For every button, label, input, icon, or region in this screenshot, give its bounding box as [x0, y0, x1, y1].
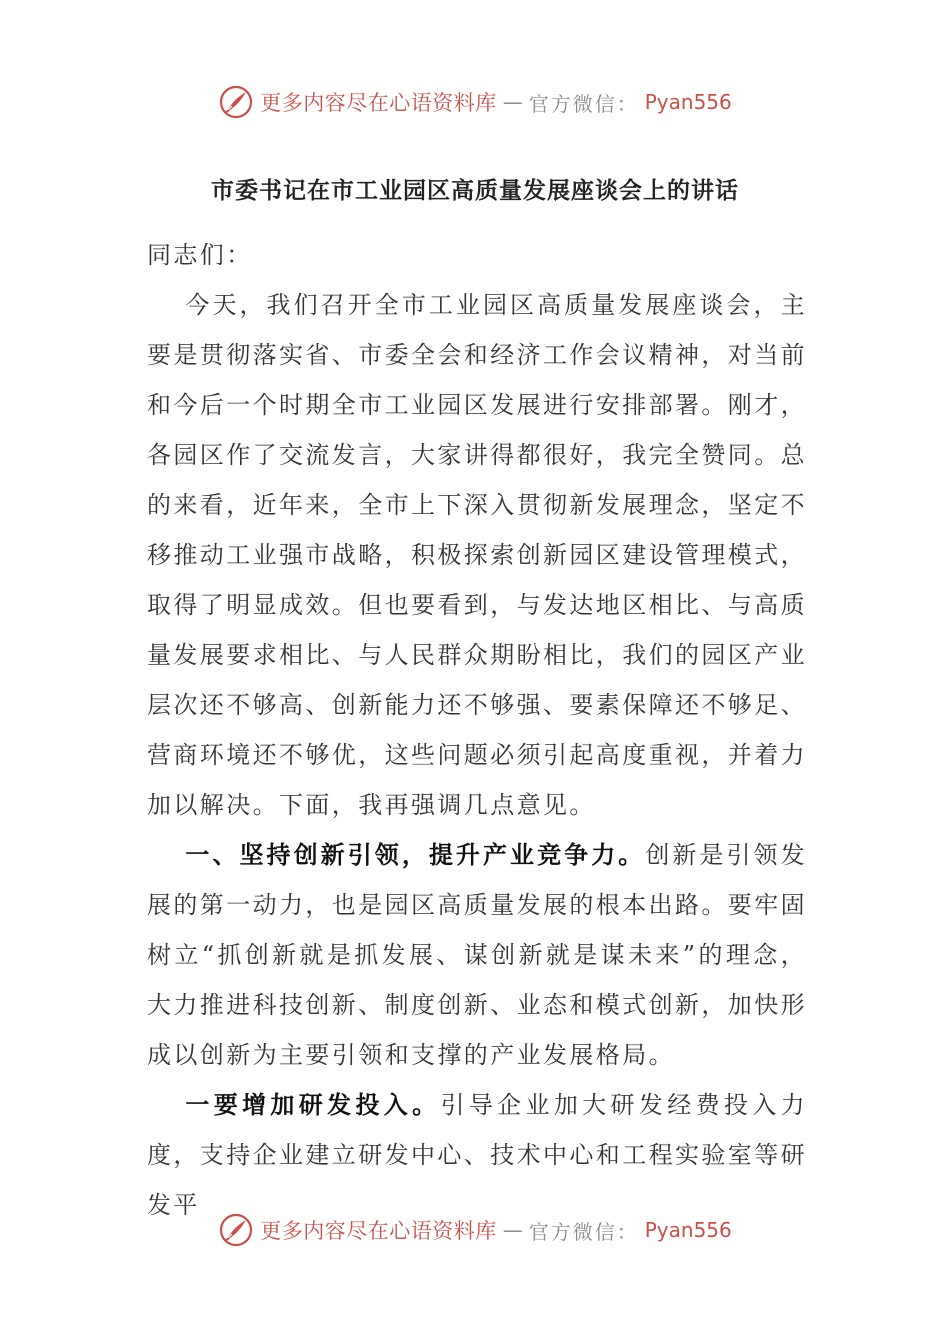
- quill-pen-icon: [218, 84, 254, 120]
- watermark-wechat-id: Pyan556: [644, 90, 732, 114]
- quill-pen-icon: [218, 1212, 254, 1248]
- subsection-1-paragraph: [147, 1080, 807, 1230]
- watermark-banner-bottom: [0, 1210, 950, 1250]
- watermark-separator: —: [502, 90, 523, 114]
- intro-paragraph: 今天，我们召开全市工业园区高质量发展座谈会，主要是贯彻落实省、市委全会和经济工作会议精神，对当前和今后一个时期全市工业园区发展进行安排部署。刚才，各园区作了交流发言，大家讲得都很好，我完全赞同。总的来看，近年来，全市上下深入贯彻新发展理念，坚定不移推动工业强市战略，积极探索创新园区建设管理模式，取得了明显成效。但也要看到，与发达地区相比、与高质量发展要求相比、与人民群众期盼相比，我们的园区产业层次还不够高、创新能力还不够强、要素保障还不够足、营商环境还不够优，这些问题必须引起高度重视，并着力加以解决。下面，我再强调几点意见。: [147, 291, 807, 819]
- watermark-wechat-id: Pyan556: [644, 1218, 732, 1242]
- watermark-banner-top: [0, 82, 950, 122]
- subsection-1-body: 引导企业加大研发经费投入力度，支持企业建立研发中心、技术中心和工程实验室等研发平: [147, 1091, 807, 1219]
- document-title: 市委书记在市工业园区高质量发展座谈会上的讲话: [211, 177, 739, 204]
- subsection-1-heading: 一要增加研发投入。: [185, 1090, 441, 1119]
- watermark-wechat-label: 官方微信：: [528, 1219, 639, 1244]
- section-1-body: 创新是引领发展的第一动力，也是园区高质量发展的根本出路。要牢固树立“抓创新就是抓发展、谋创新就是谋未来”的理念，大力推进科技创新、制度创新、业态和模式创新，加快形成以创新为主要引领和支撑的产业发展格局。: [147, 841, 807, 1069]
- section-1-paragraph: [147, 830, 807, 1080]
- salutation: 同志们：: [147, 241, 253, 269]
- watermark-brand-text: 更多内容尽在心语资料库: [260, 1219, 497, 1243]
- section-1-heading: 一、坚持创新引领，提升产业竞争力。: [185, 840, 646, 869]
- watermark-separator: —: [502, 1218, 523, 1242]
- document-body: [147, 230, 807, 1230]
- watermark-wechat-label: 官方微信：: [528, 91, 639, 116]
- watermark-brand-text: 更多内容尽在心语资料库: [260, 91, 497, 115]
